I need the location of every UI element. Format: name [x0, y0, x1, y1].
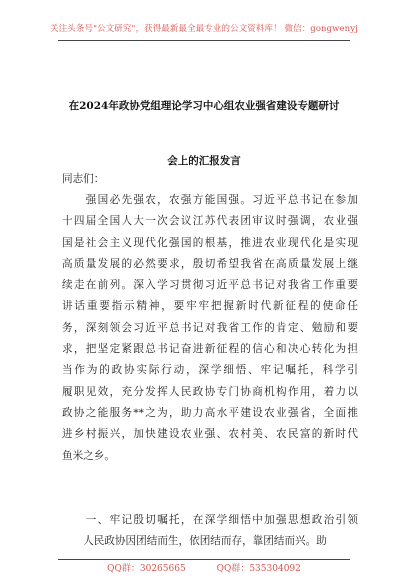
paragraph-line: 履职见效，充分发挥人民政协专门协商机构作用，着力以 — [62, 385, 358, 398]
footer-divider — [58, 559, 350, 560]
paragraph-line: 一、牢记殷切嘱托，在深学细悟中加强思想政治引领 — [62, 514, 358, 526]
paragraph-line: 高质量发展的必然要求，殷切希望我省在高质量发展上继 — [62, 257, 358, 270]
paragraph-2 — [62, 510, 358, 553]
paragraph-line: 鱼米之乡。 — [62, 449, 115, 462]
document-title-line1: 在2024年政协党组理论学习中心组农业强省建设专题研讨 — [68, 100, 340, 112]
footer — [0, 561, 408, 574]
paragraph-line: 讲话重要指示精神，要牢牢把握新时代新征程的使命任 — [62, 300, 358, 313]
paragraph-line: 政协之能服务**之为，助力高水平建设农业强省，全面推 — [62, 406, 358, 419]
paragraph-line: 续走在前列。深入学习贯彻习近平总书记对我省工作重要 — [62, 279, 358, 292]
header-note: 关注头条号"公文研究"，获得最新最全最专业的公文资料库！ 微信：gongwenyj — [50, 24, 358, 34]
header-divider — [58, 40, 350, 41]
greeting: 同志们： — [62, 173, 105, 185]
footer-qq-group-2: QQ群：535304092 — [216, 564, 301, 574]
paragraph-line: 人民政协因团结而生，依团结而存，靠团结而兴。助 — [62, 535, 327, 548]
paragraph-line: 国是社会主义现代化强国的根基，推进农业现代化是实现 — [62, 236, 358, 249]
paragraph-line: 强国必先强农，农强方能国强。习近平总书记在参加 — [62, 194, 358, 206]
paragraph-line: 十四届全国人大一次会议江苏代表团审议时强调，农业强 — [62, 215, 358, 228]
paragraph-line: 求，把坚定紧跟总书记奋进新征程的信心和决心转化为担 — [62, 343, 358, 356]
document-title-line2: 会上的汇报发言 — [167, 155, 241, 167]
paragraph-line: 进乡村振兴，加快建设农业强、农村美、农民富的新时代 — [62, 428, 358, 441]
paragraph-1 — [62, 190, 358, 467]
paragraph-line: 当作为的政协实际行动，深学细悟、牢记嘱托，科学引 — [62, 364, 358, 377]
footer-qq-group-1: QQ群：30265665 — [107, 564, 186, 574]
paragraph-line: 务，深刻领会习近平总书记对我省工作的肯定、勉励和要 — [62, 321, 358, 334]
